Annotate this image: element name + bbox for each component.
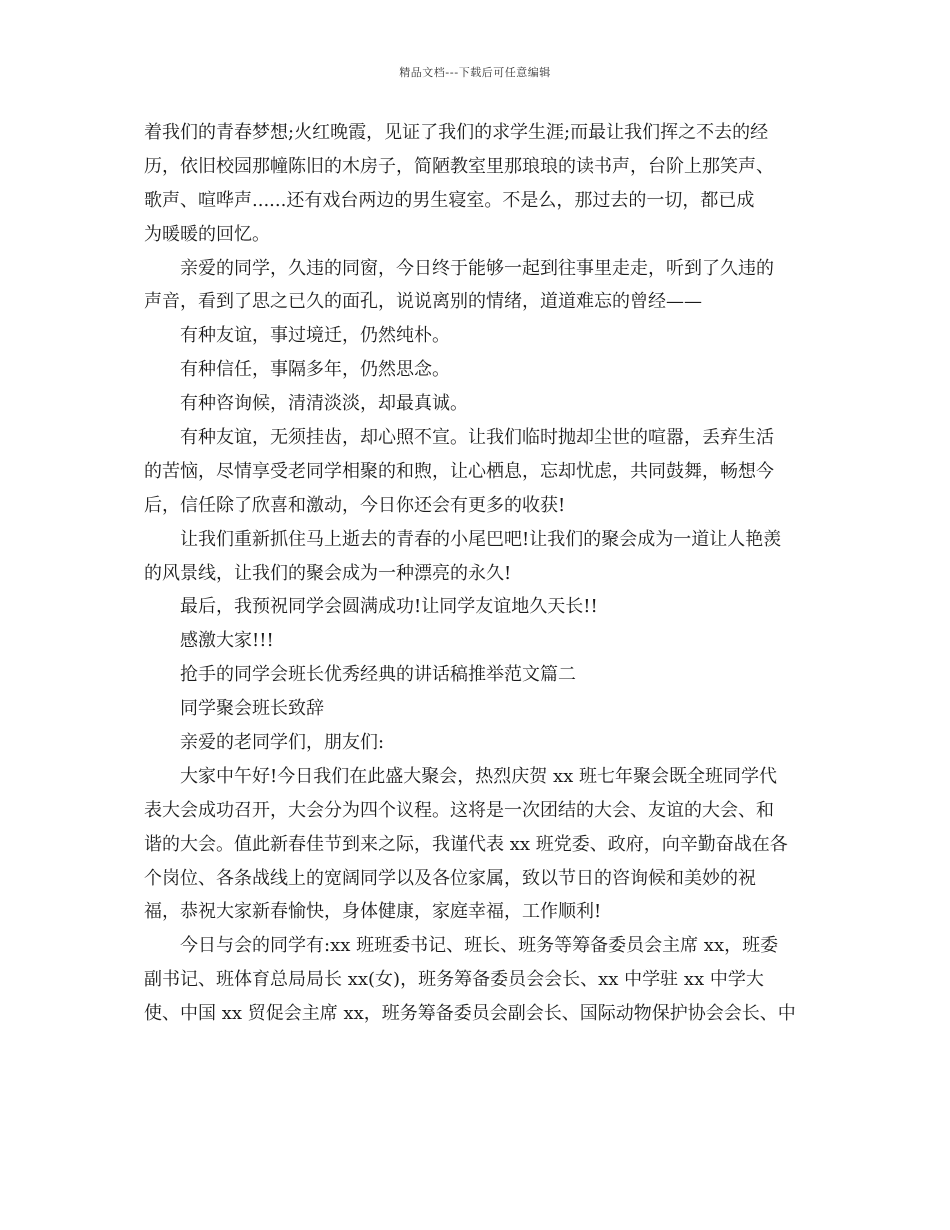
text-line: 历，依旧校园那幢陈旧的木房子，简陋教室里那琅琅的读书声，台阶上那笑声、 [144,155,774,177]
text-line: 亲爱的老同学们，朋友们: [180,732,385,754]
text-line: 个岗位、各条战线上的宽阔同学以及各位家属，致以节日的咨询候和美妙的祝 [144,867,756,889]
text-line: 亲爱的同学，久违的同窗，今日终于能够一起到往事里走走，听到了久违的 [180,257,774,279]
text-line: 歌声、喧哗声......还有戏台两边的男生寝室。不是么，那过去的一切，都已成 [144,189,755,211]
text-line: 有种信任，事隔多年，仍然思念。 [180,359,450,381]
text-line: 的苦恼，尽情享受老同学相聚的和煦，让心栖息，忘却忧虑，共同鼓舞，畅想今 [144,460,774,482]
text-line: 感激大家!!! [180,630,274,652]
text-line: 谐的大会。值此新春佳节到来之际，我谨代表 xx 班党委、政府，向辛勤奋战在各 [144,833,788,855]
document-body [144,116,808,1031]
text-line: 为暖暖的回忆。 [144,223,270,245]
text-line: 使、中国 xx 贸促会主席 xx，班务筹备委员会副会长、国际动物保护协会会长、中 [144,1003,796,1025]
text-line: 最后，我预祝同学会圆满成功!让同学友谊地久天长!! [180,596,598,618]
text-line: 表大会成功召开，大会分为四个议程。这将是一次团结的大会、友谊的大会、和 [144,799,774,821]
text-line: 同学聚会班长致辞 [180,698,324,720]
text-line: 有种友谊，无须挂齿，却心照不宣。让我们临时抛却尘世的喧嚣，丢弃生活 [180,427,774,449]
page-header: 精品文档---下载后可任意编辑 [399,66,551,79]
text-line: 着我们的青春梦想;火红晚霞，见证了我们的求学生涯;而最让我们挥之不去的经 [144,122,769,143]
text-line: 让我们重新抓住马上逝去的青春的小尾巴吧!让我们的聚会成为一道让人艳羡 [180,528,782,550]
text-line: 有种友谊，事过境迁，仍然纯朴。 [180,325,450,347]
text-line: 声音，看到了思之已久的面孔，说说离别的情绪，道道难忘的曾经—— [144,291,702,313]
text-line: 抢手的同学会班长优秀经典的讲话稿推举范文篇二 [180,664,576,686]
text-line: 有种咨询候，清清淡淡，却最真诚。 [180,393,468,415]
text-line: 副书记、班体育总局局长 xx(女)，班务筹备委员会会长、xx 中学驻 xx 中学大 [144,969,764,991]
text-line: 的风景线，让我们的聚会成为一种漂亮的永久! [144,562,512,584]
text-line: 后，信任除了欣喜和激动，今日你还会有更多的收获! [144,494,566,516]
text-line: 大家中午好!今日我们在此盛大聚会，热烈庆贺 xx 班七年聚会既全班同学代 [180,765,777,787]
text-line: 今日与会的同学有:xx 班班委书记、班长、班务等筹备委员会主席 xx，班委 [180,935,779,957]
text-line: 福，恭祝大家新春愉快，身体健康，家庭幸福，工作顺利! [144,901,602,923]
